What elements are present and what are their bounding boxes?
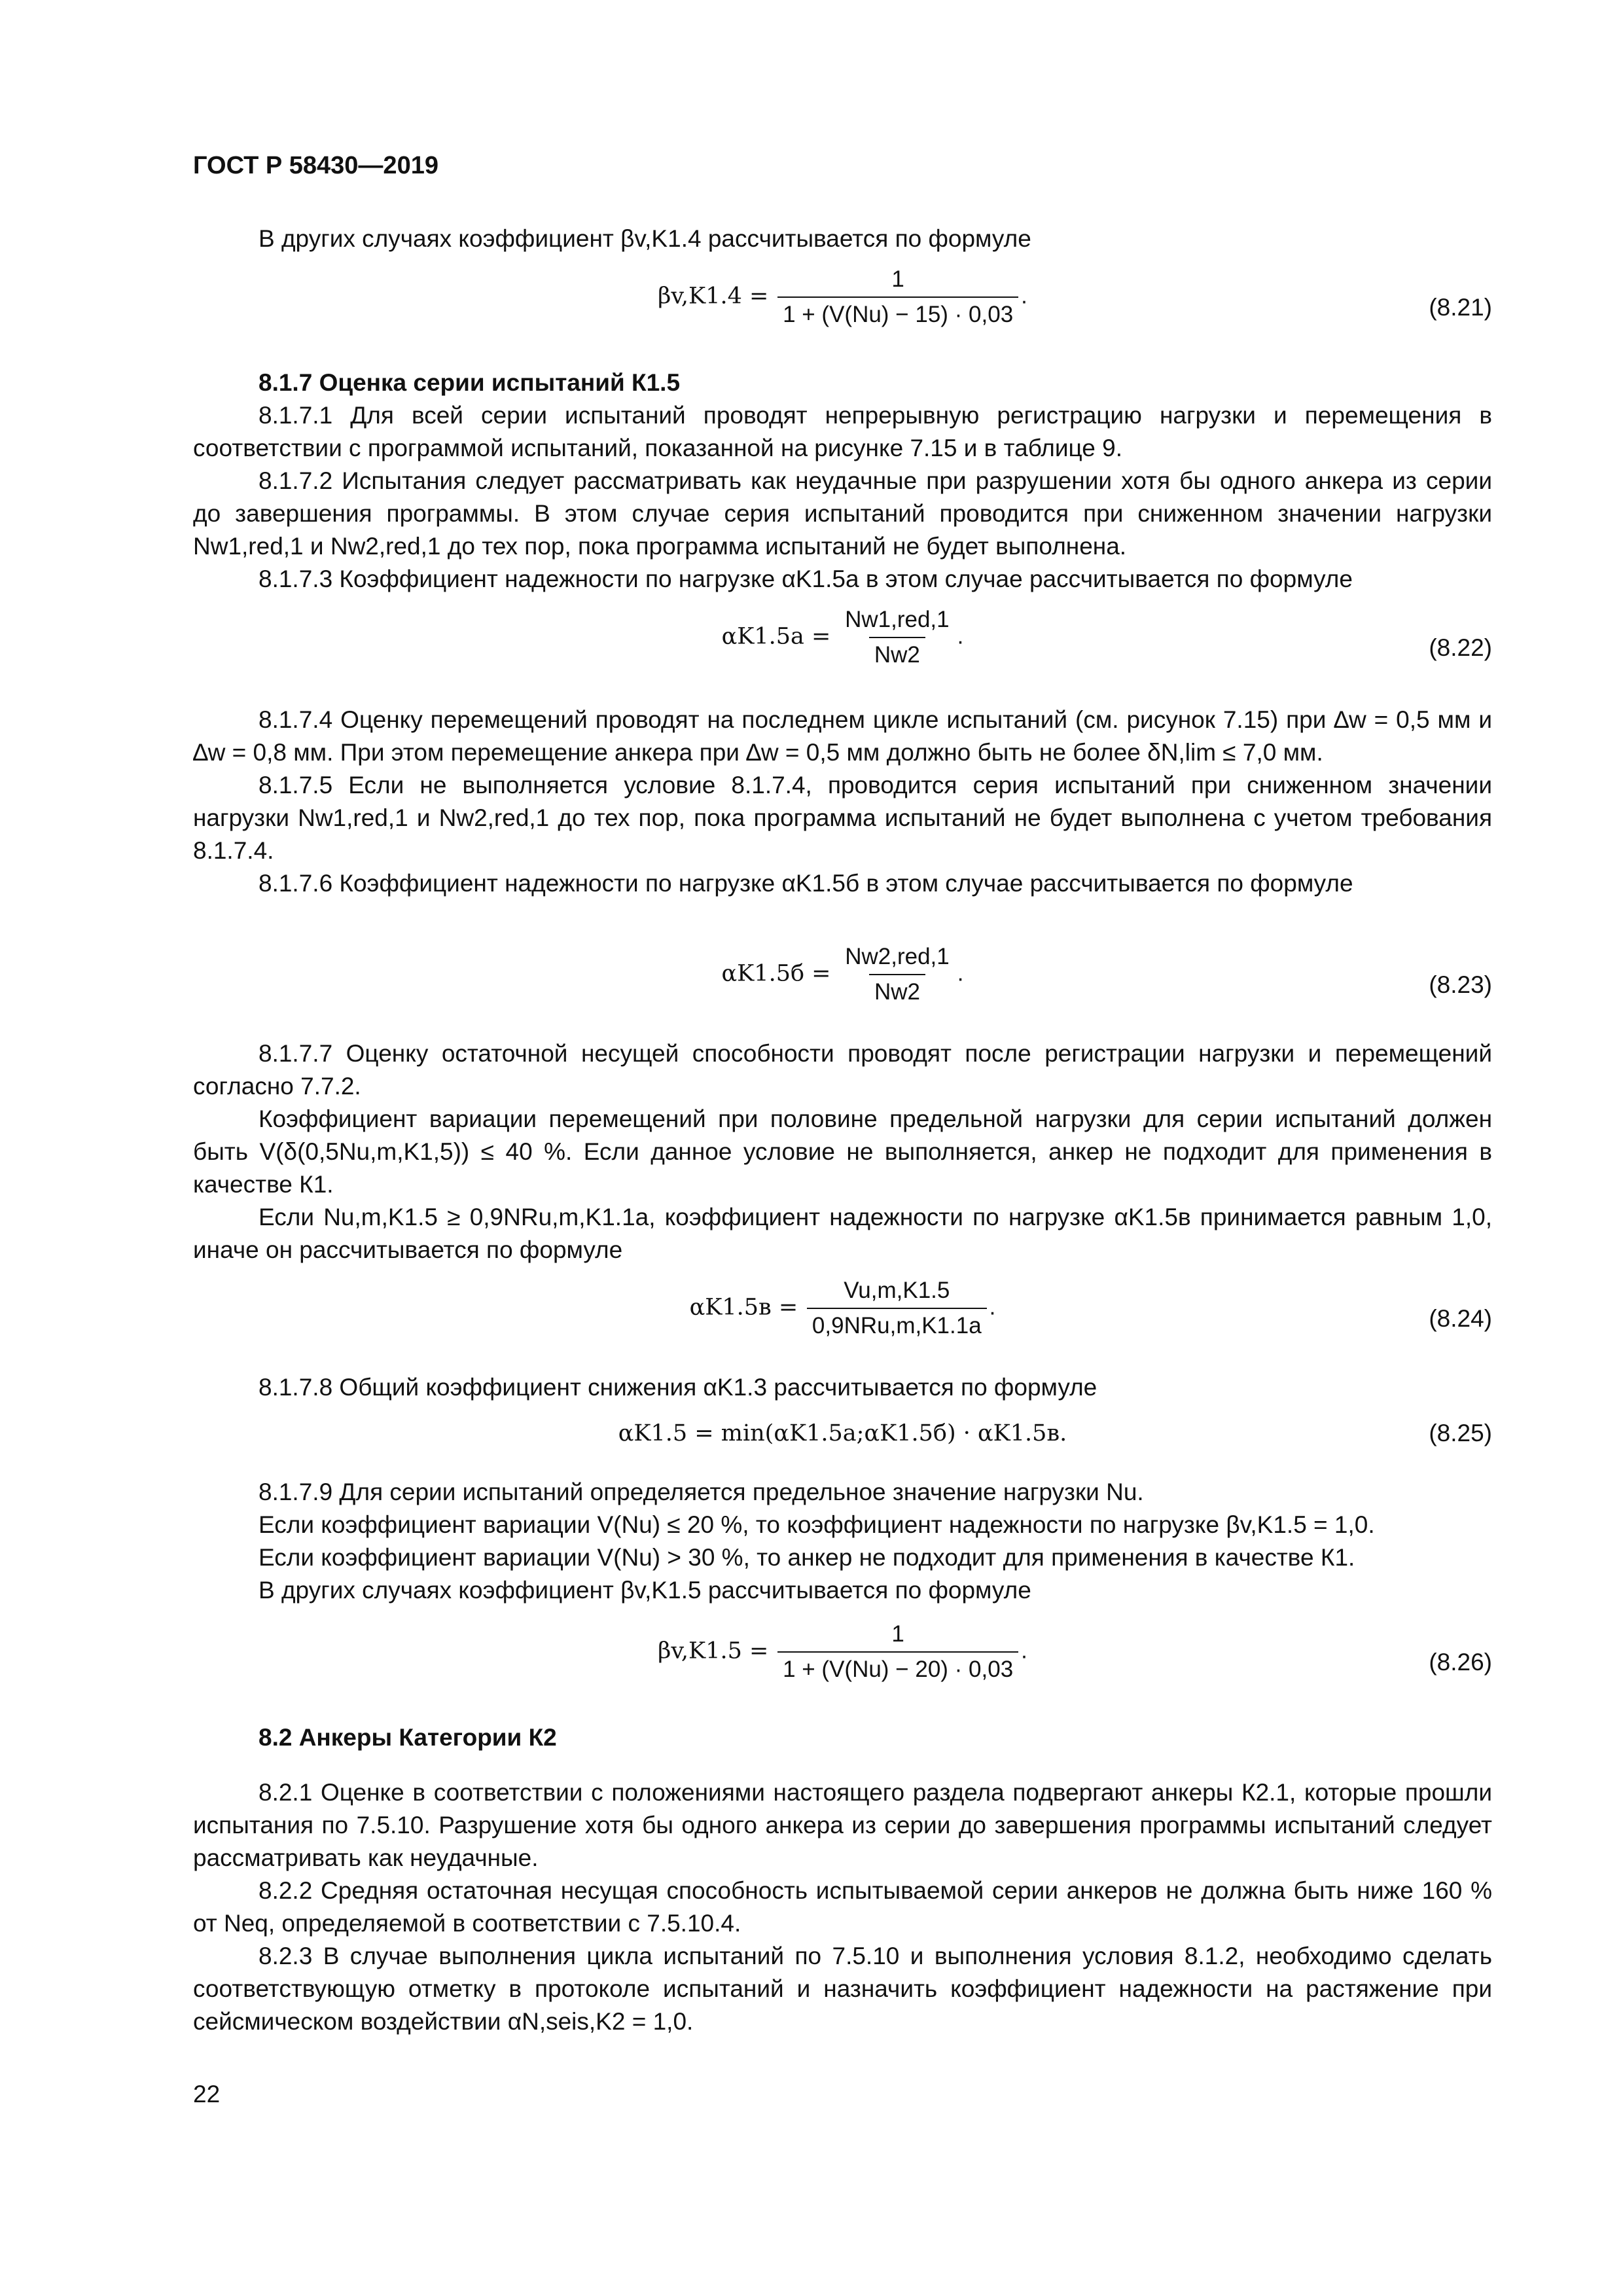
- formula-denominator: 1 + (V(Nu) − 20) · 0,03: [777, 1651, 1018, 1684]
- section-8-2: [193, 1721, 1492, 2038]
- formula-lhs: βv,K1.5 =: [658, 1638, 769, 1664]
- paragraph-8-2-3: 8.2.3 В случае выполнения цикла испытаний по 7.5.10 и выполнения условия 8.1.2, необходимо сделать соответствующую отметку в протоколе испытаний и назначить коэффициент надежности на растяжение при сейсмическом воздействии αN,seis,K2 = 1,0.: [193, 1943, 1492, 2035]
- formula-lhs: αK1.5a =: [721, 623, 831, 650]
- paragraph-alpha-k15v: Если Nu,m,K1.5 ≥ 0,9NRu,m,K1.1a, коэффициент надежности по нагрузке αK1.5в принимается равным 1,0, иначе он рассчитывается по формуле: [193, 1204, 1492, 1263]
- section-8-1-7-d: [193, 1371, 1492, 1404]
- formula-denominator: 0,9NRu,m,K1.1a: [807, 1308, 987, 1340]
- formula-8-22: αK1.5a = $\frac{\text{Nw1,red,1}}{Nw2}$ . (8.22): [193, 605, 1492, 691]
- paragraph-variation-30: Если коэффициент вариации V(Nu) > 30 %, то анкер не подходит для применения в качестве К1.: [259, 1544, 1355, 1571]
- formula-numerator: 1: [891, 266, 904, 292]
- paragraph-8-1-7-5: 8.1.7.5 Если не выполняется условие 8.1.7.4, проводится серия испытаний при сниженном значении нагрузки Nw1,red,1 и Nw2,red,1 до тех пор, пока программа испытаний не будет выполнена с учетом требования 8.1.7.4.: [193, 772, 1492, 864]
- paragraph-8-2-2: 8.2.2 Средняя остаточная несущая способность испытываемой серии анкеров не должна быть ниже 160 % от Neq, определяемой в соответствии с 7.5.10.4.: [193, 1877, 1492, 1937]
- paragraph-8-1-7-3: 8.1.7.3 Коэффициент надежности по нагрузке αK1.5a в этом случае рассчитывается по формуле: [259, 565, 1353, 592]
- section-8-1-7-b: [193, 704, 1492, 900]
- formula-denominator: 1 + (V(Nu) − 15) · 0,03: [777, 296, 1018, 329]
- formula-numerator: Vu,m,K1.5: [844, 1278, 950, 1303]
- paragraph-beta-k14: В других случаях коэффициент βv,K1.4 рассчитывается по формуле: [259, 225, 1031, 252]
- equation-number: (8.23): [1429, 971, 1492, 998]
- formula-8-26: βv,K1.5 = $\frac{1}{1 + (V(Nu) - 20) \cdot 0,03}$ . (8.26): [193, 1620, 1492, 1705]
- paragraph-8-1-7-6: 8.1.7.6 Коэффициент надежности по нагрузке αK1.5б в этом случае рассчитывается по формуле: [259, 870, 1353, 897]
- section-8-1-7-c: [193, 1037, 1492, 1266]
- paragraph-beta-k15: В других случаях коэффициент βv,K1.5 рассчитывается по формуле: [259, 1577, 1031, 1604]
- formula-expression: αK1.5 = min(αK1.5a;αK1.5б) · αK1.5в.: [618, 1420, 1067, 1446]
- equation-number: (8.24): [1429, 1305, 1492, 1332]
- equation-number: (8.26): [1429, 1649, 1492, 1676]
- formula-8-25: [193, 1417, 1492, 1463]
- formula-numerator: Nw1,red,1: [845, 607, 950, 632]
- paragraph-variation-20: Если коэффициент вариации V(Nu) ≤ 20 %, то коэффициент надежности по нагрузке βv,K1.5 = 1,0.: [259, 1511, 1375, 1538]
- paragraph-8-2-1: 8.2.1 Оценке в соответствии с положениями настоящего раздела подвергают анкеры К2.1, которые прошли испытания по 7.5.10. Разрушение хотя бы одного анкера из серии до завершения программы испытаний следует рассматривать как неудачные.: [193, 1779, 1492, 1871]
- formula-numerator: Nw2,red,1: [845, 944, 950, 969]
- formula-8-21: βv,K1.4 = $\frac{1}{1 + (V(Nu) - 15) \cdot 0,03}$ . (8.21): [193, 265, 1492, 350]
- section-8-1-7: [193, 367, 1492, 596]
- formula-8-23: αK1.5б = $\frac{\text{Nw2,red,1}}{Nw2}$ . (8.23): [193, 942, 1492, 1028]
- equation-number: (8.25): [1429, 1420, 1492, 1446]
- paragraph-8-1-7-8: 8.1.7.8 Общий коэффициент снижения αK1.3 рассчитывается по формуле: [259, 1374, 1097, 1401]
- formula-denominator: Nw2: [869, 637, 925, 670]
- page-number: 22: [193, 2081, 221, 2108]
- paragraph-8-1-7-9: 8.1.7.9 Для серии испытаний определяется предельное значение нагрузки Nu.: [259, 1479, 1144, 1505]
- paragraph-8-1-7-2: 8.1.7.2 Испытания следует рассматривать как неудачные при разрушении хотя бы одного анкера из серии до завершения программы. В этом случае серия испытаний проводится при сниженном значении нагрузки Nw1,red,1 и Nw2,red,1 до тех пор, пока программа испытаний не будет выполнена.: [193, 467, 1492, 560]
- paragraph-8-1-7-7: 8.1.7.7 Оценку остаточной несущей способности проводят после регистрации нагрузки и перемещений согласно 7.7.2.: [193, 1040, 1492, 1100]
- section-8-1-7-e: [193, 1476, 1492, 1607]
- formula-lhs: αK1.5б =: [721, 960, 831, 987]
- equation-number: (8.21): [1429, 294, 1492, 321]
- formula-denominator: Nw2: [869, 974, 925, 1007]
- document-header: ГОСТ Р 58430—2019: [193, 152, 438, 179]
- paragraph-8-1-7-4: 8.1.7.4 Оценку перемещений проводят на последнем цикле испытаний (см. рисунок 7.15) при ∆w = 0,5 мм и ∆w = 0,8 мм. При этом перемещение анкера при ∆w = 0,5 мм должно быть не более δN,lim ≤ 7,0 мм.: [193, 706, 1492, 766]
- paragraph-8-1-7-1: 8.1.7.1 Для всей серии испытаний проводят непрерывную регистрацию нагрузки и перемещения в соответствии с программой испытаний, показанной на рисунке 7.15 и в таблице 9.: [193, 402, 1492, 461]
- formula-numerator: 1: [891, 1621, 904, 1647]
- section-heading: 8.2 Анкеры Категории К2: [259, 1724, 557, 1751]
- formula-8-24: αK1.5в = $\frac{Vu,m,K1.5}{\text{0,9NRu,m,K1.1a}}$ . (8.24): [193, 1276, 1492, 1361]
- formula-lhs: βv,K1.4 =: [658, 283, 769, 310]
- paragraph-variation: Коэффициент вариации перемещений при половине предельной нагрузки для серии испытаний должен быть V(δ(0,5Nu,m,K1,5)) ≤ 40 %. Если данное условие не выполняется, анкер не подходит для применения в качестве К1.: [193, 1105, 1492, 1198]
- formula-lhs: αK1.5в =: [689, 1294, 798, 1321]
- intro-block: [193, 223, 1492, 255]
- section-heading: 8.1.7 Оценка серии испытаний К1.5: [259, 369, 681, 396]
- equation-number: (8.22): [1429, 634, 1492, 661]
